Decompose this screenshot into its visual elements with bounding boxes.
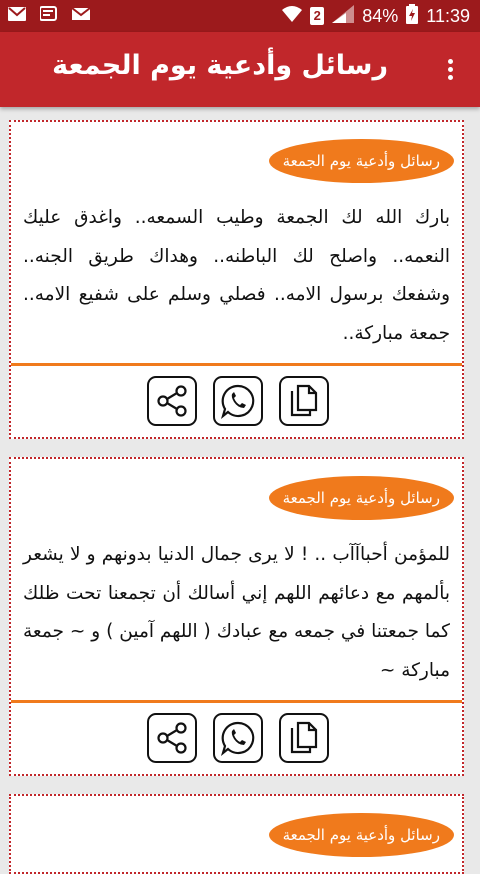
share-icon [155, 721, 189, 755]
signal-icon [332, 5, 354, 27]
message-text: للمؤمن أحباآآب .. ! لا يرى جمال الدنيا بدونهم و لا يشعر بألمهم مع دعائهم اللهم إني أسالك أن تجمعنا تحت ظلك كما جمعتنا في جمعه مع عبادك ( اللهم آمين ) و ~ جمعة مباركة ~ [23, 544, 450, 681]
share-button[interactable] [147, 376, 197, 426]
whatsapp-button[interactable] [213, 376, 263, 426]
battery-percent: 84% [362, 5, 399, 26]
whatsapp-icon [220, 720, 256, 756]
copy-button[interactable] [279, 376, 329, 426]
whatsapp-button[interactable] [213, 713, 263, 763]
action-bar [11, 703, 462, 779]
clock: 11:39 [426, 5, 470, 26]
battery-icon [406, 4, 418, 28]
message-text: بارك الله لك الجمعة وطيب السمعه.. واغدق عليك النعمه.. واصلح لك الباطنه.. وهداك طريق الجنه.. وشفعك برسول الامه.. فصلي وسلم على شفيع الامه.. جمعة مباركة.. [23, 207, 450, 344]
status-bar [0, 0, 480, 32]
message-card [9, 457, 464, 776]
category-tag: رسائل وأدعية يوم الجمعة [269, 476, 454, 520]
category-tag: رسائل وأدعية يوم الجمعة [269, 813, 454, 857]
wifi-icon [282, 5, 302, 27]
app-bar [0, 32, 480, 107]
copy-button[interactable] [279, 713, 329, 763]
gmail-icon [8, 6, 26, 26]
message-icon [40, 6, 58, 26]
share-button[interactable] [147, 713, 197, 763]
copy-icon [287, 720, 321, 756]
action-bar [11, 366, 462, 442]
overflow-menu-icon[interactable] [440, 56, 460, 86]
category-tag: رسائل وأدعية يوم الجمعة [269, 139, 454, 183]
page-title: رسائل وأدعية يوم الجمعة [52, 50, 388, 81]
whatsapp-icon [220, 383, 256, 419]
sim-indicator: 2 [310, 7, 324, 25]
mail-icon [72, 6, 90, 26]
message-card [9, 794, 464, 874]
message-card [9, 120, 464, 439]
copy-icon [287, 383, 321, 419]
share-icon [155, 384, 189, 418]
